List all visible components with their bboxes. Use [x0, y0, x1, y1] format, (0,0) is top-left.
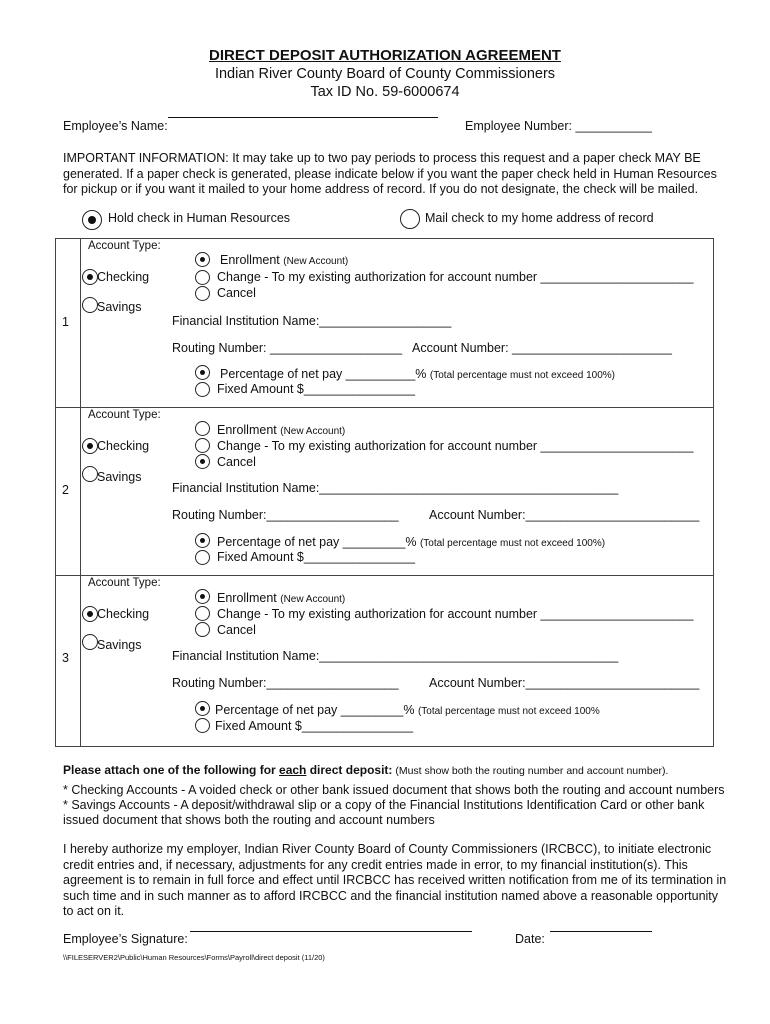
- authorization-line-4: such time and in such manner as to afford IRCBCC and the financial institution named above a reasonable opportunity: [63, 888, 719, 903]
- percentage-radio[interactable]: [195, 533, 210, 548]
- authorization-line-3: agreement is to remain in full force and effect until IRCBCC has received written notification from me of its termination in: [63, 873, 727, 887]
- section-number: 3: [62, 651, 69, 665]
- checking-label: Checking: [97, 607, 150, 621]
- checking-radio[interactable]: [82, 438, 98, 454]
- enrollment-text: [217, 423, 345, 437]
- page-title: DIRECT DEPOSIT AUTHORIZATION AGREEMENT: [209, 47, 561, 64]
- fixed-amount-field[interactable]: Fixed Amount $________________: [217, 550, 416, 564]
- checking-radio[interactable]: [82, 606, 98, 622]
- change-label[interactable]: Change - To my existing authorization for account number ______________________: [217, 439, 694, 453]
- hold-check-radio[interactable]: [82, 210, 102, 230]
- savings-radio[interactable]: [82, 634, 98, 650]
- hold-check-label: Hold check in Human Resources: [108, 211, 291, 225]
- percentage-field[interactable]: Percentage of net pay _________%: [217, 535, 417, 549]
- checking-radio[interactable]: [82, 269, 98, 285]
- enrollment-note: (New Account): [280, 594, 346, 605]
- change-radio[interactable]: [195, 606, 210, 621]
- account-number-field[interactable]: Account Number: _______________________: [412, 341, 672, 355]
- enrollment-text: [217, 591, 345, 605]
- checking-label: Checking: [97, 439, 150, 453]
- cancel-radio[interactable]: [195, 622, 210, 637]
- authorization-line-1: I hereby authorize my employer, Indian River County Board of County Commissioners (IRCBCC), to initiate electronic: [63, 842, 712, 856]
- organization-name: Indian River County Board of County Commissioners: [214, 66, 556, 82]
- account-number-field[interactable]: Account Number:_________________________: [429, 508, 700, 522]
- attach-savings-line-1: * Savings Accounts - A deposit/withdrawal slip or a copy of the Financial Institutions Identification Card or other bank: [63, 798, 705, 812]
- savings-radio[interactable]: [82, 297, 98, 313]
- percentage-note: (Total percentage must not exceed 100%: [417, 706, 600, 717]
- routing-number-field[interactable]: Routing Number:___________________: [172, 676, 399, 690]
- attach-bold-pre: Please attach one of the following for: [63, 763, 280, 777]
- percentage-note: (Total percentage must not exceed 100%): [429, 370, 616, 381]
- mail-check-label: Mail check to my home address of record: [425, 211, 654, 225]
- enrollment-label: Enrollment: [220, 253, 280, 267]
- fixed-amount-radio[interactable]: [195, 718, 210, 733]
- account-type-label: Account Type:: [88, 240, 161, 252]
- enrollment-note: (New Account): [283, 256, 349, 267]
- employee-name-label: Employee’s Name:: [63, 119, 168, 133]
- change-label[interactable]: Change - To my existing authorization for account number ______________________: [217, 270, 694, 284]
- percentage-text: [215, 703, 600, 717]
- section-separator-1: [55, 407, 714, 408]
- routing-number-field[interactable]: Routing Number:___________________: [172, 508, 399, 522]
- cancel-label: Cancel: [217, 455, 256, 469]
- institution-field[interactable]: Financial Institution Name:___________________________________________: [172, 649, 619, 663]
- institution-field[interactable]: Financial Institution Name:___________________: [172, 314, 452, 328]
- institution-field[interactable]: Financial Institution Name:___________________________________________: [172, 481, 619, 495]
- savings-radio[interactable]: [82, 466, 98, 482]
- cancel-label: Cancel: [217, 623, 256, 637]
- section-number: 1: [62, 315, 69, 329]
- attach-savings-line-2: issued document that shows both the routing and account numbers: [63, 813, 435, 827]
- authorization-line-2: credit entries and, if necessary, adjustments for any credit entries made in error, to my financial institution(s). This: [63, 857, 688, 872]
- enrollment-label: Enrollment: [217, 591, 277, 605]
- attach-note: (Must show both the routing number and account number).: [392, 765, 669, 777]
- percentage-radio[interactable]: [195, 365, 210, 380]
- signature-field[interactable]: [190, 931, 472, 932]
- checking-label: Checking: [97, 270, 150, 284]
- account-type-label: Account Type:: [88, 409, 161, 421]
- enrollment-note: (New Account): [280, 426, 346, 437]
- cancel-label: Cancel: [217, 286, 256, 300]
- fixed-amount-field[interactable]: Fixed Amount $________________: [215, 719, 414, 733]
- savings-label: Savings: [97, 638, 142, 652]
- enrollment-radio[interactable]: [195, 252, 210, 267]
- employee-name-field[interactable]: [168, 117, 438, 118]
- savings-label: Savings: [97, 300, 142, 314]
- date-field[interactable]: [550, 931, 652, 932]
- important-line-3: for pickup or if you want it mailed to your home address of record. If you do not designate, the check will be mailed.: [63, 182, 699, 196]
- employee-number-label[interactable]: Employee Number: ___________: [465, 119, 652, 133]
- important-line-2: generated. If a paper check is generated, please indicate below if you want the paper check held in Human Resources: [63, 166, 717, 181]
- fixed-amount-radio[interactable]: [195, 382, 210, 397]
- account-type-label: Account Type:: [88, 577, 161, 589]
- attach-heading: [63, 763, 668, 777]
- section-separator-2: [55, 575, 714, 576]
- savings-label: Savings: [97, 470, 142, 484]
- routing-number-field[interactable]: Routing Number: ___________________: [172, 341, 403, 355]
- important-line-1: IMPORTANT INFORMATION: It may take up to two pay periods to process this request and a paper check MAY BE: [63, 151, 701, 165]
- attach-checking: * Checking Accounts - A voided check or other bank issued document that shows both the routing and account numbers: [63, 783, 725, 797]
- date-label: Date:: [515, 932, 545, 946]
- attach-bold-each: each: [279, 763, 307, 777]
- cancel-radio[interactable]: [195, 454, 210, 469]
- footer-path: \\FILESERVER2\Public\Human Resources\Forms\Payroll\direct deposit (11/20): [63, 953, 325, 962]
- change-radio[interactable]: [195, 270, 210, 285]
- account-number-field[interactable]: Account Number:_________________________: [429, 676, 700, 690]
- tax-id: Tax ID No. 59-6000674: [310, 84, 460, 100]
- enrollment-text: [220, 253, 348, 267]
- signature-label: Employee’s Signature:: [63, 932, 188, 946]
- fixed-amount-field[interactable]: Fixed Amount $________________: [217, 382, 416, 396]
- mail-check-radio[interactable]: [400, 209, 420, 229]
- percentage-field[interactable]: Percentage of net pay _________%: [215, 703, 415, 717]
- attach-bold-post: direct deposit:: [306, 763, 393, 777]
- change-label[interactable]: Change - To my existing authorization for account number ______________________: [217, 607, 694, 621]
- authorization-line-5: to act on it.: [63, 904, 125, 918]
- section-number: 2: [62, 483, 69, 497]
- percentage-radio[interactable]: [195, 701, 210, 716]
- percentage-note: (Total percentage must not exceed 100%): [419, 538, 606, 549]
- cancel-radio[interactable]: [195, 286, 210, 301]
- percentage-text: [220, 367, 615, 381]
- accounts-table-divider: [80, 238, 81, 747]
- enrollment-radio[interactable]: [195, 589, 210, 604]
- percentage-field[interactable]: Percentage of net pay __________%: [220, 367, 427, 381]
- change-radio[interactable]: [195, 438, 210, 453]
- enrollment-radio[interactable]: [195, 421, 210, 436]
- fixed-amount-radio[interactable]: [195, 550, 210, 565]
- percentage-text: [217, 535, 605, 549]
- enrollment-label: Enrollment: [217, 423, 277, 437]
